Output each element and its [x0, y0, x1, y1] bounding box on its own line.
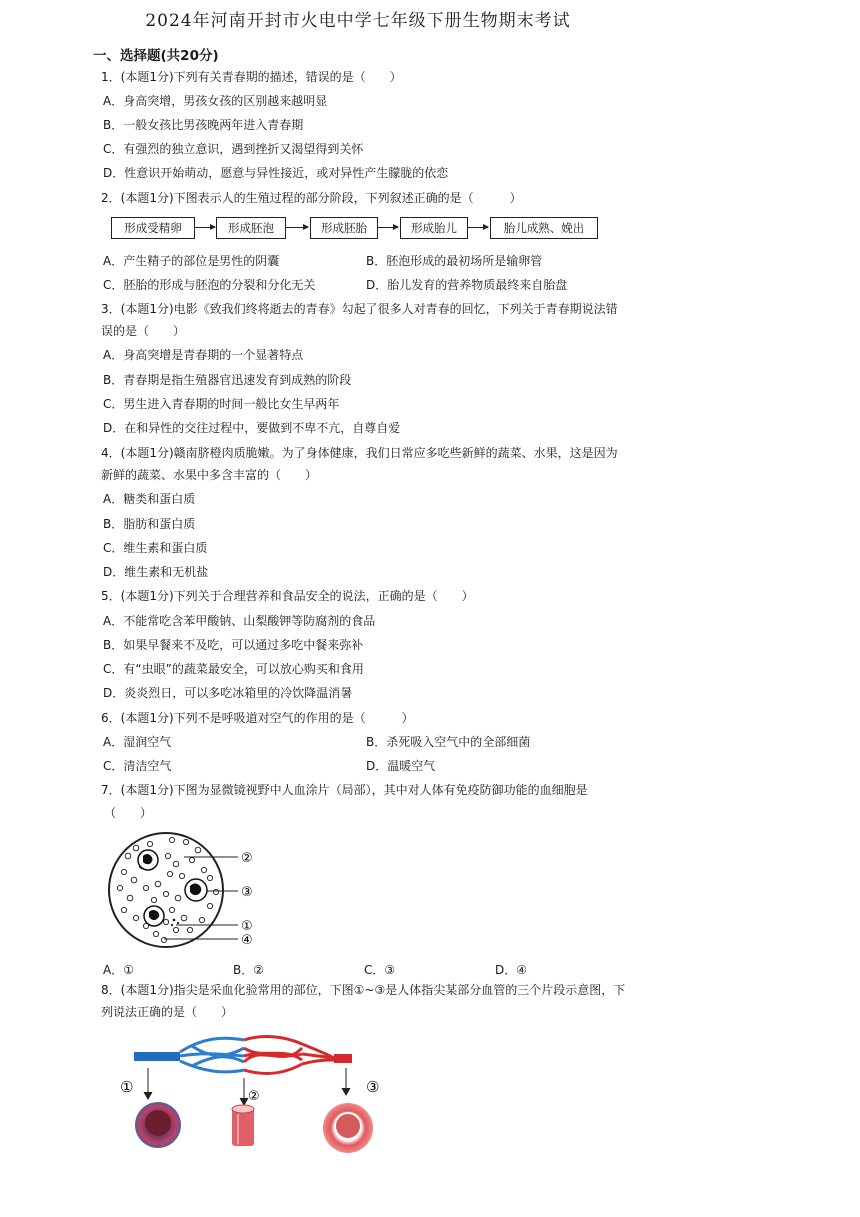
question-3-option-c[interactable]: C．男生进入青春期的时间一般比女生早两年 — [103, 397, 340, 411]
question-3-stem-line1: 3．(本题1分)电影《致我们终将逝去的青春》勾起了很多人对青春的回忆，下列关于青春期说法错 — [101, 302, 618, 316]
question-4-option-a[interactable]: A．糖类和蛋白质 — [103, 492, 196, 506]
question-2-stem: 2．(本题1分)下图表示人的生殖过程的部分阶段，下列叙述正确的是（ ） — [101, 191, 522, 205]
vessel-cross-section-3 — [323, 1103, 373, 1153]
page-title: 2024年河南开封市火电中学七年级下册生物期末考试 — [145, 11, 571, 31]
question-7-option-b[interactable]: B．② — [233, 963, 264, 977]
pointer-arrows — [144, 1068, 350, 1105]
flow-arrow — [468, 227, 488, 228]
question-2-option-a[interactable]: A．产生精子的部位是男性的阴囊 — [103, 254, 280, 268]
question-5-option-a[interactable]: A．不能常吃含苯甲酸钠、山梨酸钾等防腐剂的食品 — [103, 614, 376, 628]
question-1-option-c[interactable]: C．有强烈的独立意识，遇到挫折又渴望得到关怀 — [103, 142, 364, 156]
question-4-stem-line2: 新鲜的蔬菜、水果中多含丰富的（ ） — [101, 468, 318, 482]
question-1-option-a[interactable]: A．身高突增，男孩女孩的区别越来越明显 — [103, 94, 328, 108]
figure-label: ② — [241, 851, 253, 866]
figure-label: ③ — [241, 885, 253, 900]
question-4-option-c[interactable]: C．维生素和蛋白质 — [103, 541, 208, 555]
question-4-option-b[interactable]: B．脂肪和蛋白质 — [103, 517, 196, 531]
figure-label: ① — [120, 1078, 134, 1096]
figure-label: ② — [248, 1089, 260, 1104]
question-6-option-c[interactable]: C．清洁空气 — [103, 759, 172, 773]
question-6-option-a[interactable]: A．湿润空气 — [103, 735, 172, 749]
question-5-option-b[interactable]: B．如果早餐来不及吃，可以通过多吃中餐来弥补 — [103, 638, 364, 652]
question-6-stem: 6．(本题1分)下列不是呼吸道对空气的作用的是（ ） — [101, 711, 414, 725]
question-1-option-d[interactable]: D．性意识开始萌动，愿意与异性接近，或对异性产生朦胧的依恋 — [103, 166, 449, 180]
question-5-option-c[interactable]: C．有“虫眼”的蔬菜最安全，可以放心购买和食用 — [103, 662, 364, 676]
question-2-option-b[interactable]: B．胚泡形成的最初场所是输卵管 — [366, 254, 543, 268]
question-7-stem-line2: （ ） — [104, 806, 153, 820]
flow-arrow — [378, 227, 398, 228]
question-3-option-d[interactable]: D．在和异性的交往过程中，要做到不卑不亢，自尊自爱 — [103, 421, 401, 435]
flow-step-3: 形成胚胎 — [310, 217, 378, 239]
flow-arrow — [195, 227, 215, 228]
question-5-option-d[interactable]: D．炎炎烈日，可以多吃冰箱里的冷饮降温消暑 — [103, 686, 353, 700]
question-1-stem: 1．(本题1分)下列有关青春期的描述，错误的是（ ） — [101, 70, 402, 84]
question-2-option-d[interactable]: D．胎儿发育的营养物质最终来自胎盘 — [366, 278, 568, 292]
question-7-option-d[interactable]: D．④ — [495, 963, 527, 977]
blood-smear-figure — [106, 826, 266, 954]
flow-step-2: 形成胚泡 — [216, 217, 286, 239]
figure-label: ④ — [241, 933, 253, 948]
question-8-stem-line1: 8．(本题1分)指尖是采血化验常用的部位，下图①~③是人体指尖某部分血管的三个片段示意图，下 — [101, 983, 626, 997]
section-heading: 一、选择题(共20分) — [93, 48, 219, 64]
flow-arrow — [286, 227, 308, 228]
question-4-option-d[interactable]: D．维生素和无机盐 — [103, 565, 209, 579]
question-4-stem-line1: 4．(本题1分)赣南脐橙肉质脆嫩。为了身体健康，我们日常应多吃些新鲜的蔬菜、水果，这是因为 — [101, 446, 618, 460]
vessel-network — [134, 1037, 352, 1074]
flow-step-1: 形成受精卵 — [111, 217, 195, 239]
flow-step-4: 形成胎儿 — [400, 217, 468, 239]
question-6-option-b[interactable]: B．杀死吸入空气中的全部细菌 — [366, 735, 531, 749]
figure-label: ③ — [366, 1078, 380, 1096]
blood-vessel-figure — [112, 1030, 392, 1160]
question-7-stem-line1: 7．(本题1分)下图为显微镜视野中人血涂片（局部），其中对人体有免疫防御功能的血细胞是 — [101, 783, 588, 797]
question-8-stem-line2: 列说法正确的是（ ） — [101, 1005, 234, 1019]
vessel-cross-section-2 — [232, 1105, 254, 1146]
question-2-option-c[interactable]: C．胚胎的形成与胚泡的分裂和分化无关 — [103, 278, 316, 292]
question-6-option-d[interactable]: D．温暖空气 — [366, 759, 436, 773]
question-3-option-a[interactable]: A．身高突增是青春期的一个显著特点 — [103, 348, 304, 362]
question-3-stem-line2: 误的是（ ） — [101, 324, 186, 338]
figure-label: ① — [241, 919, 253, 934]
flow-step-5: 胎儿成熟、娩出 — [490, 217, 598, 239]
question-1-option-b[interactable]: B．一般女孩比男孩晚两年进入青春期 — [103, 118, 304, 132]
question-5-stem: 5．(本题1分)下列关于合理营养和食品安全的说法，正确的是（ ） — [101, 589, 474, 603]
question-7-option-c[interactable]: C．③ — [364, 963, 396, 977]
question-3-option-b[interactable]: B．青春期是指生殖器官迅速发育到成熟的阶段 — [103, 373, 352, 387]
vessel-cross-section-1 — [135, 1102, 181, 1148]
question-7-option-a[interactable]: A．① — [103, 963, 134, 977]
